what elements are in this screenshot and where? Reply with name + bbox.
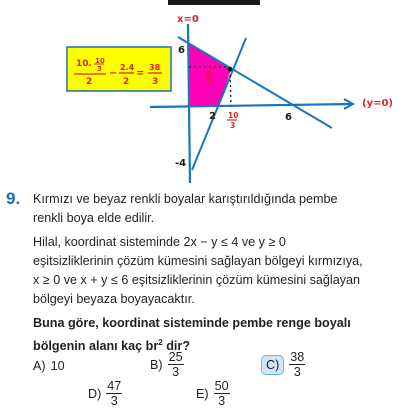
prompt-text: Buna göre, koordinat sisteminde pembe renge boyalı bölgenin alanı kaç br: [33, 316, 351, 354]
fraction-denominator: 3: [218, 394, 226, 408]
svg-text:3: 3: [152, 77, 159, 87]
fraction-denominator: 3: [172, 365, 180, 379]
svg-text:10.: 10.: [76, 59, 92, 69]
option-letter: E): [196, 386, 209, 401]
svg-text:2: 2: [86, 77, 93, 87]
fraction-numerator: 47: [107, 379, 122, 393]
option-letter-selected: C): [261, 355, 284, 375]
question-paragraph-2: Hilal, koordinat sisteminde 2x − y ≤ 4 ve y ≥ 0 eşitsizliklerinin çözüm kümesini sağlayan bölgeyi kırmızıya, x ≥ 0 ve x + y ≤ 6 eşitsizliklerinin çözüm kümesini sağlayan bölgeyi beyaza boyayacaktır.: [33, 235, 363, 306]
svg-text:3: 3: [230, 121, 236, 130]
option-e[interactable]: [196, 379, 230, 408]
option-d[interactable]: [88, 379, 122, 408]
svg-text:2.4: 2.4: [120, 63, 135, 72]
question-prompt: [33, 314, 369, 356]
fraction-numerator: 50: [214, 379, 229, 393]
option-letter: B): [150, 357, 163, 372]
tick-10-over-3: [227, 111, 238, 130]
svg-text:3: 3: [97, 65, 102, 73]
svg-text:10: 10: [95, 57, 105, 65]
prompt-superscript: 2: [158, 338, 163, 347]
option-fraction: [289, 350, 305, 379]
question-number: 9.: [6, 189, 21, 208]
fraction-denominator: 3: [110, 394, 118, 408]
fraction-denominator: 3: [293, 365, 301, 379]
option-letter: D): [88, 386, 102, 401]
svg-text:38: 38: [149, 63, 161, 72]
question-paragraph-1: Kırmızı ve beyaz renkli boyalar karıştırıldığında pembe renkli boya elde edilir.: [33, 192, 338, 225]
option-fraction: [106, 379, 122, 408]
prompt-text-end: dir?: [162, 339, 191, 354]
fraction-numerator: 25: [168, 350, 183, 364]
svg-text:−: −: [109, 68, 118, 79]
tick-8-over-3: [205, 69, 212, 88]
label-x-equals-0: x=0: [177, 14, 199, 25]
option-value: 10: [50, 359, 65, 373]
option-fraction: [214, 379, 230, 408]
tick-6-y: 6: [178, 45, 185, 56]
option-b[interactable]: [150, 350, 184, 379]
intersection-point: [228, 67, 233, 72]
option-fraction: [168, 350, 184, 379]
tick-minus-4: -4: [175, 158, 187, 169]
svg-text:3: 3: [206, 79, 212, 88]
svg-text:=: =: [136, 68, 145, 79]
option-letter: A): [33, 359, 46, 373]
coordinate-figure: [0, 0, 409, 190]
label-y-equals-0: (y=0): [362, 98, 393, 109]
option-c[interactable]: [266, 350, 305, 379]
svg-text:8: 8: [206, 69, 212, 78]
svg-text:2: 2: [123, 77, 130, 87]
svg-text:10: 10: [228, 111, 239, 120]
tick-2: 2: [209, 111, 216, 122]
fraction-numerator: 38: [290, 350, 305, 364]
x-axis: [150, 104, 352, 107]
option-a[interactable]: [33, 359, 65, 373]
tick-6-x: 6: [285, 112, 292, 123]
